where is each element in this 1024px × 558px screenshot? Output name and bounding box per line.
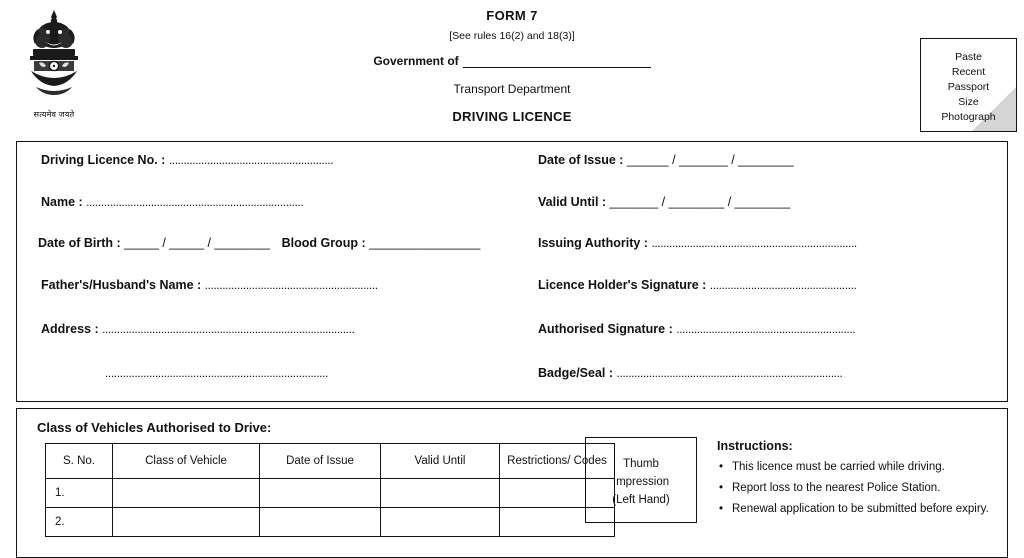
government-of-blank[interactable] — [463, 56, 651, 68]
value-driving-licence-no: ........................................................ — [168, 153, 334, 167]
column-header-date-of-issue: Date of Issue — [260, 444, 381, 479]
form-number: FORM 7 — [486, 8, 538, 23]
instructions-list — [717, 460, 997, 517]
field-address-line-2[interactable] — [105, 366, 328, 380]
field-valid-until[interactable] — [538, 195, 790, 209]
value-address: ...................................................................................... — [102, 322, 355, 336]
government-of-label: Government of — [373, 54, 459, 68]
label-blood-group: Blood Group : — [281, 236, 366, 250]
value-name: .......................................................................... — [86, 195, 304, 209]
field-father-husband-name[interactable] — [41, 278, 378, 292]
photograph-box[interactable] — [920, 38, 1017, 132]
value-father-husband-name: ........................................................... — [204, 278, 378, 292]
list-item: • Report loss to the nearest Police Station. — [732, 481, 997, 496]
value-authorised-signature: ............................................................. — [676, 322, 856, 336]
instructions-section — [717, 439, 997, 523]
cell-valid-until[interactable] — [381, 508, 500, 537]
field-driving-licence-no[interactable] — [41, 153, 333, 167]
list-item: • This licence must be carried while driving. — [732, 460, 997, 475]
table-header-row — [46, 444, 615, 479]
cell-valid-until[interactable] — [381, 479, 500, 508]
cell-sno: 2. — [46, 508, 113, 537]
field-date-of-issue[interactable] — [538, 153, 794, 167]
list-item: • Renewal application to be submitted before expiry. — [732, 502, 997, 517]
form-header — [0, 8, 1024, 124]
label-valid-until: Valid Until : — [538, 195, 607, 209]
emblem-motto: सत्यमेव जयते — [33, 110, 75, 119]
value-address-line-2: ............................................................................ — [105, 366, 328, 380]
column-header-class-of-vehicle: Class of Vehicle — [113, 444, 260, 479]
column-header-restrictions-codes: Restrictions/ Codes — [500, 444, 615, 479]
label-driving-licence-no: Driving Licence No. : — [41, 153, 166, 167]
value-date-of-birth: _____ / _____ / ________ — [124, 236, 271, 250]
label-issuing-authority: Issuing Authority : — [538, 236, 648, 250]
field-authorised-signature[interactable] — [538, 322, 855, 336]
value-licence-holder-signature: .................................................. — [709, 278, 857, 292]
value-issuing-authority: ...................................................................... — [651, 236, 857, 250]
photo-line-4: Size — [958, 96, 979, 108]
government-of-line — [0, 54, 1024, 68]
label-father-husband-name: Father's/Husband's Name : — [41, 278, 202, 292]
field-licence-holder-signature[interactable] — [538, 278, 856, 292]
field-name[interactable] — [41, 195, 303, 209]
photo-line-1: Paste — [955, 51, 982, 63]
value-valid-until: _______ / ________ / ________ — [609, 195, 791, 209]
thumb-line-2: Impression — [612, 476, 670, 488]
cell-class-of-vehicle[interactable] — [113, 508, 260, 537]
field-address[interactable] — [41, 322, 354, 336]
table-row[interactable] — [46, 479, 615, 508]
rules-reference: [See rules 16(2) and 18(3)] — [449, 30, 575, 42]
cell-sno: 1. — [46, 479, 113, 508]
value-blood-group: ________________ — [369, 236, 481, 250]
label-date-of-issue: Date of Issue : — [538, 153, 624, 167]
label-badge-seal: Badge/Seal : — [538, 366, 614, 380]
label-name: Name : — [41, 195, 83, 209]
value-badge-seal: ............................................................................. — [616, 366, 843, 380]
instructions-title: Instructions: — [717, 439, 793, 453]
department-name: Transport Department — [453, 82, 571, 96]
class-of-vehicles-title: Class of Vehicles Authorised to Drive: — [37, 420, 272, 435]
field-badge-seal[interactable] — [538, 366, 842, 380]
column-header-valid-until: Valid Until — [381, 444, 500, 479]
cell-class-of-vehicle[interactable] — [113, 479, 260, 508]
cell-date-of-issue[interactable] — [260, 479, 381, 508]
table-row[interactable] — [46, 508, 615, 537]
licence-details-box — [16, 141, 1008, 402]
photo-line-3: Passport — [947, 81, 990, 93]
thumb-line-1: Thumb — [623, 458, 659, 470]
page-title: DRIVING LICENCE — [452, 109, 572, 124]
label-licence-holder-signature: Licence Holder's Signature : — [538, 278, 707, 292]
thumb-impression-box[interactable] — [585, 437, 697, 523]
label-address: Address : — [41, 322, 99, 336]
label-date-of-birth: Date of Birth : — [38, 236, 121, 250]
field-date-of-birth[interactable] — [38, 236, 480, 250]
vehicle-classes-box — [16, 408, 1008, 558]
label-authorised-signature: Authorised Signature : — [538, 322, 673, 336]
vehicle-classes-table — [45, 443, 615, 537]
photo-line-5: Photograph — [941, 111, 996, 123]
thumb-line-3: (Left Hand) — [612, 494, 670, 506]
field-issuing-authority[interactable] — [538, 236, 857, 250]
column-header-sno: S. No. — [46, 444, 113, 479]
photo-line-2: Recent — [951, 66, 986, 78]
value-date-of-issue: ______ / _______ / ________ — [626, 153, 794, 167]
cell-date-of-issue[interactable] — [260, 508, 381, 537]
